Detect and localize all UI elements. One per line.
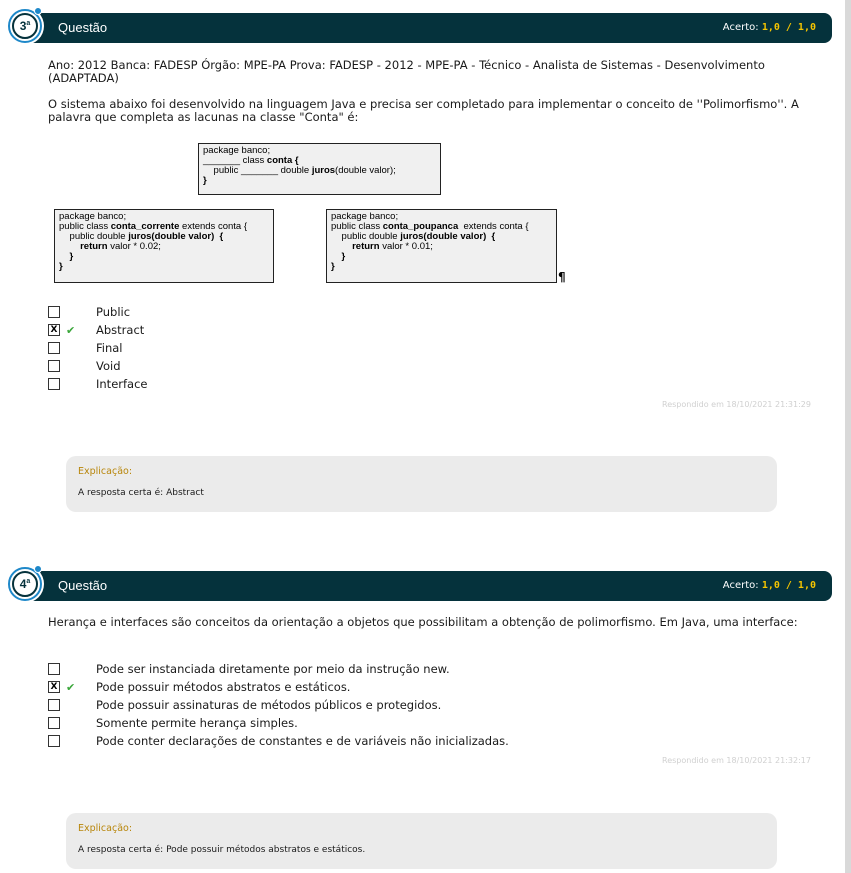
option-label: Public (96, 305, 131, 319)
option-label: Abstract (96, 323, 145, 337)
question-3-header (14, 13, 832, 43)
code-box-conta: package banco; _______ class conta { public _______ double juros(double valor); } (198, 143, 441, 195)
option-label: Pode ser instanciada diretamente por meio da instrução new. (96, 662, 450, 676)
question-4-options (48, 660, 509, 750)
question-meta: Ano: 2012 Banca: FADESP Órgão: MPE-PA Prova: FADESP - 2012 - MPE-PA - Técnico - Analista de Sistemas - Desenvolvimento (ADAPTADA) (48, 58, 765, 85)
score-label: Acerto: (722, 22, 759, 33)
question-number: 4$^a$ (19, 577, 31, 591)
score-display (723, 580, 816, 591)
correct-check-icon: ✔ (66, 324, 76, 337)
option-4[interactable] (48, 714, 298, 732)
explanation-box (66, 813, 777, 869)
option-label: Final (96, 341, 123, 355)
correct-check-icon: ✔ (66, 681, 76, 694)
option-2[interactable] (48, 678, 351, 696)
question-statement: Herança e interfaces são conceitos da orientação a objetos que possibilitam a obtenção de polimorfismo. Em Java, uma interface: (48, 615, 798, 629)
question-title: Questão (58, 20, 108, 35)
option-checkbox[interactable] (48, 735, 60, 747)
option-public[interactable] (48, 303, 131, 321)
answered-timestamp: Respondido em 18/10/2021 21:32:17 (662, 756, 811, 765)
option-checkbox[interactable] (48, 360, 60, 372)
question-number-badge (8, 9, 42, 43)
score-label: Acerto: (722, 580, 759, 591)
question-statement: O sistema abaixo foi desenvolvido na linguagem Java e precisa ser completado para implementar o conceito de ''Polimorfismo''. A palavra que completa as lacunas na classe "Conta" é: (48, 97, 799, 124)
option-label: Somente permite herança simples. (96, 716, 298, 730)
option-5[interactable] (48, 732, 509, 750)
option-label: Pode conter declarações de constantes e de variáveis não inicializadas. (96, 734, 509, 748)
question-3-options (48, 303, 148, 393)
option-1[interactable] (48, 660, 450, 678)
option-3[interactable] (48, 696, 442, 714)
option-final[interactable] (48, 339, 123, 357)
question-number: 3$^a$ (19, 19, 31, 33)
badge-dot-icon (34, 7, 42, 15)
explanation-text: A resposta certa é: Pode possuir métodos abstratos e estáticos. (78, 845, 366, 855)
score-display (723, 22, 816, 33)
score-value: 1,0 / 1,0 (761, 22, 816, 33)
option-checkbox[interactable] (48, 378, 60, 390)
question-title: Questão (58, 578, 108, 593)
code-box-conta-corrente: package banco; public class conta_corrente extends conta { public double juros(double valor) { return valor * 0.02; } } (54, 209, 274, 283)
option-void[interactable] (48, 357, 121, 375)
option-checkbox[interactable] (48, 717, 60, 729)
option-checkbox[interactable] (48, 663, 60, 675)
explanation-box (66, 456, 777, 512)
explanation-label: Explicação: (78, 823, 133, 834)
answered-timestamp: Respondido em 18/10/2021 21:31:29 (662, 400, 811, 409)
scrollbar[interactable] (845, 0, 851, 873)
option-checkbox[interactable] (48, 306, 60, 318)
option-label: Interface (96, 377, 148, 391)
option-label: Pode possuir métodos abstratos e estáticos. (96, 680, 351, 694)
option-checkbox-selected[interactable]: X (48, 681, 60, 693)
option-interface[interactable] (48, 375, 148, 393)
explanation-label: Explicação: (78, 466, 133, 477)
code-box-conta-poupanca: package banco; public class conta_poupanca extends conta { public double juros(double valor) { return valor * 0.01; } } (326, 209, 557, 283)
option-checkbox-selected[interactable]: X (48, 324, 60, 336)
option-label: Void (96, 359, 121, 373)
question-4-header (14, 571, 832, 601)
option-label: Pode possuir assinaturas de métodos públicos e protegidos. (96, 698, 442, 712)
question-number-badge (8, 567, 42, 601)
option-checkbox[interactable] (48, 342, 60, 354)
score-value: 1,0 / 1,0 (761, 580, 816, 591)
option-abstract[interactable] (48, 321, 145, 339)
option-checkbox[interactable] (48, 699, 60, 711)
explanation-text: A resposta certa é: Abstract (78, 488, 204, 498)
pilcrow-mark: ¶ (558, 270, 566, 284)
badge-dot-icon (34, 565, 42, 573)
